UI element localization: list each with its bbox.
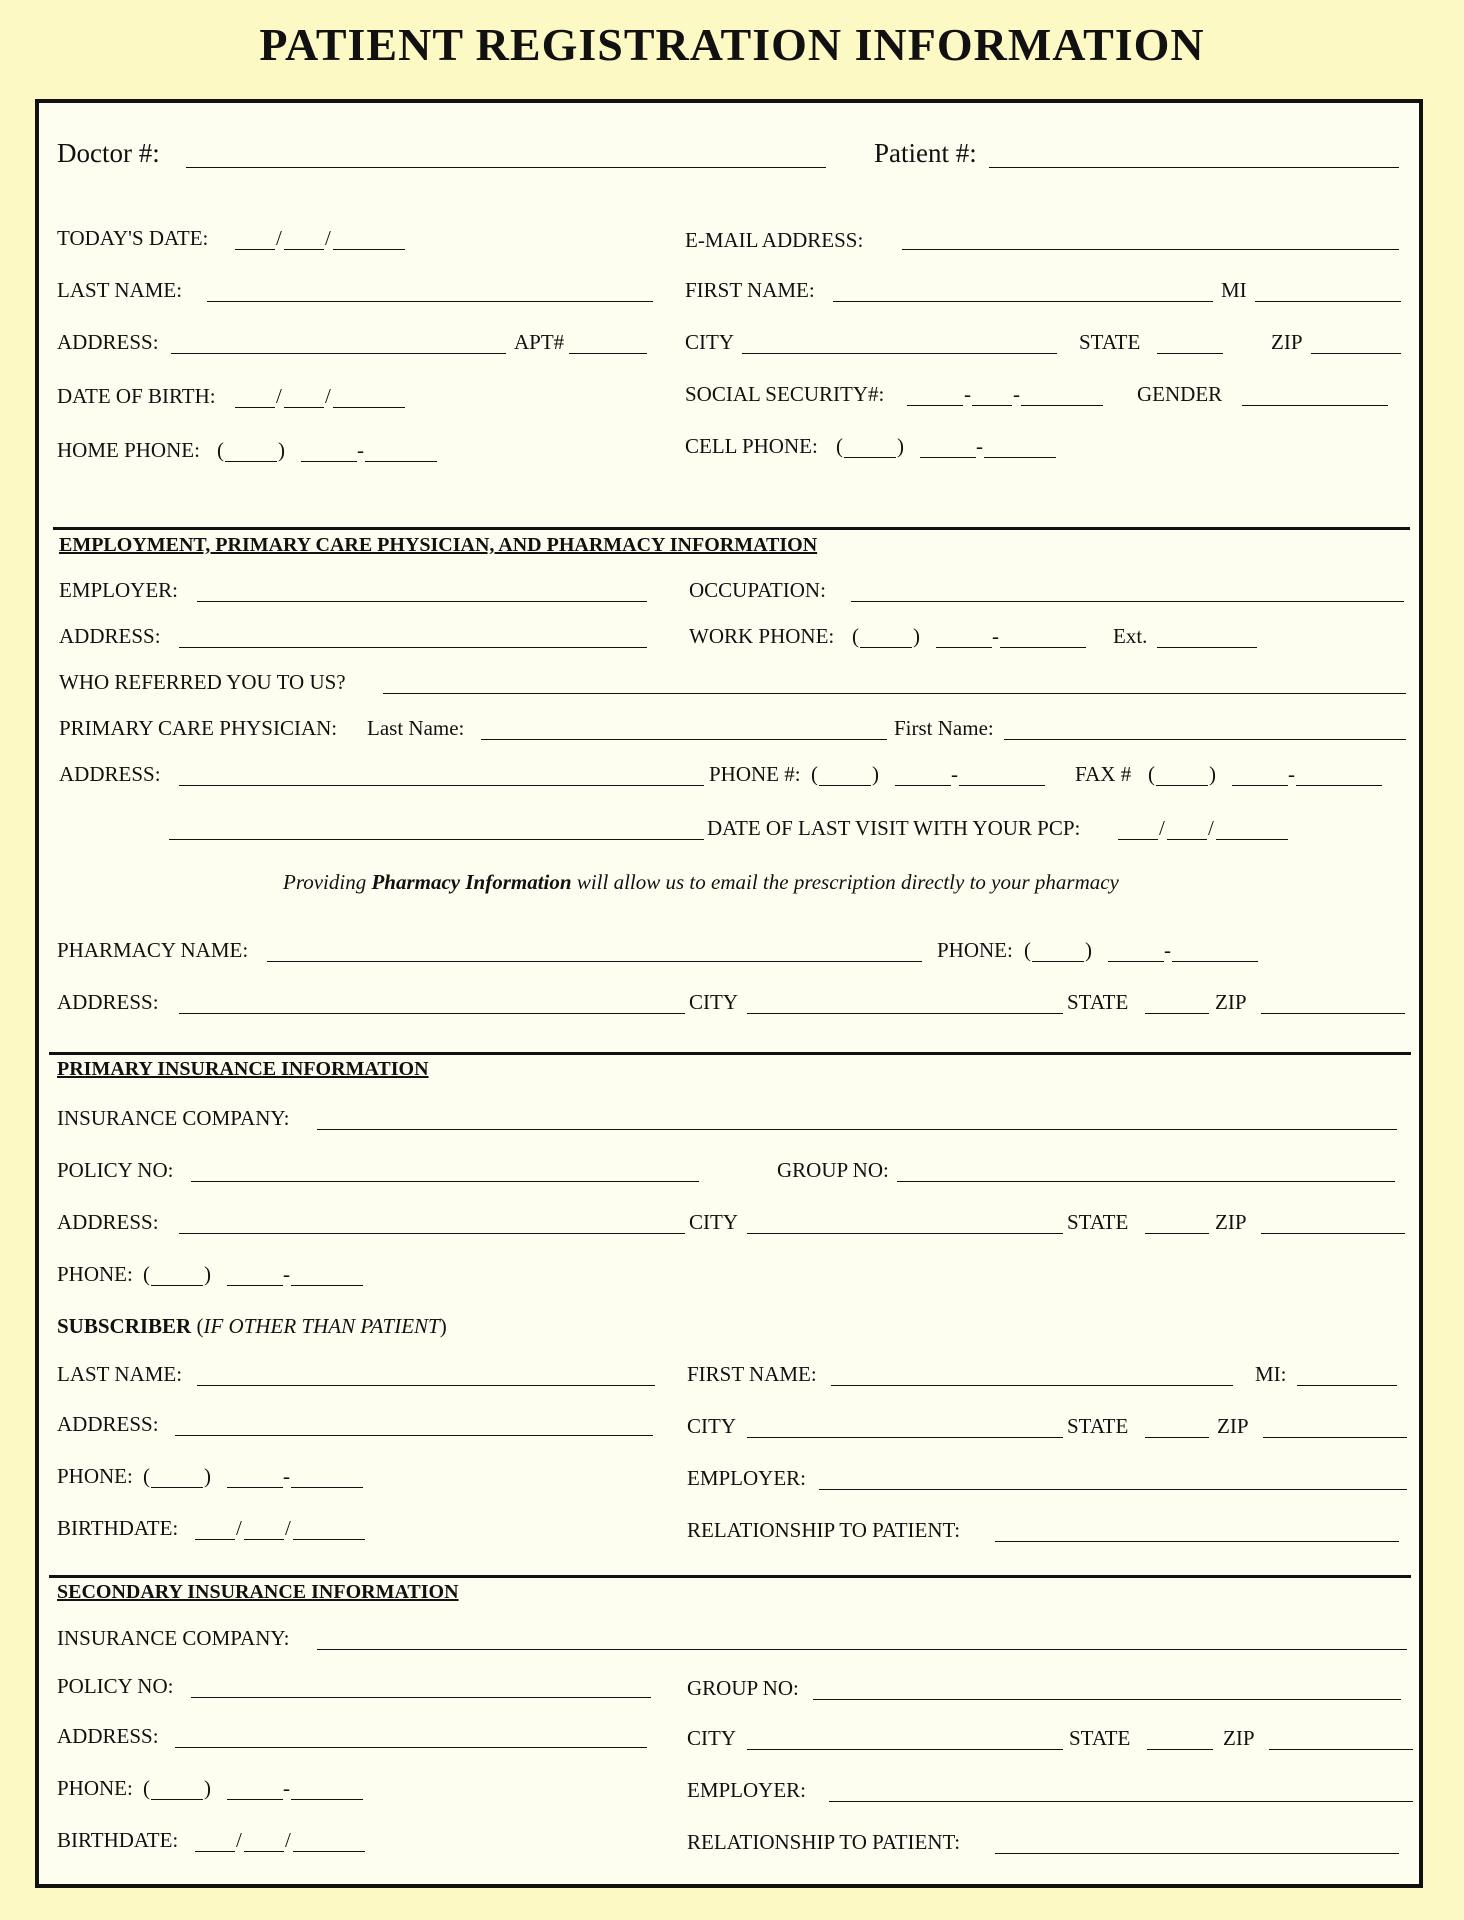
phone-sep: - (283, 1262, 290, 1286)
state-label: STATE (1079, 330, 1141, 354)
secondary-policy-label: POLICY NO: (57, 1674, 174, 1698)
primary-zip-label: ZIP (1215, 1210, 1247, 1234)
sub-employer-field[interactable] (819, 1489, 1407, 1490)
date-sep: / (276, 226, 282, 250)
secondary-address-label: ADDRESS: (57, 1724, 159, 1748)
apt-label: APT# (514, 330, 565, 354)
sub-phone-prefix[interactable] (227, 1487, 283, 1488)
secondary-city-label: CITY (687, 1726, 736, 1750)
ssn-part2[interactable] (972, 405, 1012, 406)
date-sep: / (325, 384, 331, 408)
primary-heading: PRIMARY INSURANCE INFORMATION (57, 1058, 429, 1080)
primary-company-field[interactable] (317, 1129, 1397, 1130)
ssn-sep: - (964, 382, 971, 406)
patient-number-field[interactable] (989, 167, 1399, 168)
employer-label: EMPLOYER: (59, 578, 179, 602)
paren: ) (1085, 938, 1092, 962)
pcp-last-field[interactable] (481, 739, 887, 740)
sub-phone-line[interactable] (291, 1487, 363, 1488)
secondary-group-label: GROUP NO: (687, 1676, 799, 1700)
zip-label: ZIP (1271, 330, 1303, 354)
pcp-address-label: ADDRESS: (59, 762, 161, 786)
section-divider (49, 1575, 1411, 1578)
work-phone-label: WORK PHONE: (689, 624, 835, 648)
paren: ( (1148, 762, 1155, 786)
sub-phone-label: PHONE: (57, 1464, 133, 1488)
pharmacy-zip-field[interactable] (1261, 1013, 1405, 1014)
dob-month[interactable] (235, 407, 275, 408)
secondary-relationship-field[interactable] (995, 1853, 1399, 1854)
paren: ) (1209, 762, 1216, 786)
secondary-birthdate-month[interactable] (195, 1851, 235, 1852)
last-visit-month[interactable] (1118, 839, 1158, 840)
mi-label: MI (1221, 278, 1247, 302)
form-frame (35, 99, 1423, 1888)
pcp-phone-prefix[interactable] (895, 785, 951, 786)
gender-label: GENDER (1137, 382, 1223, 406)
paren: ) (278, 438, 285, 462)
paren: ( (811, 762, 818, 786)
form-title: PATIENT REGISTRATION INFORMATION (259, 19, 1205, 70)
date-sep: / (236, 1828, 242, 1852)
secondary-relationship-label: RELATIONSHIP TO PATIENT: (687, 1830, 961, 1854)
date-sep: / (325, 226, 331, 250)
pharmacy-phone-label: PHONE: (937, 938, 1013, 962)
sub-phone-area[interactable] (151, 1487, 203, 1488)
paren: ) (913, 624, 920, 648)
work-phone-area[interactable] (860, 647, 912, 648)
pcp-fax-line[interactable] (1296, 785, 1382, 786)
occupation-field[interactable] (851, 601, 1404, 602)
secondary-city-field[interactable] (747, 1749, 1063, 1750)
sub-zip-label: ZIP (1217, 1414, 1249, 1438)
doctor-number-label: Doctor #: (57, 138, 160, 168)
sub-relationship-label: RELATIONSHIP TO PATIENT: (687, 1518, 961, 1542)
secondary-zip-label: ZIP (1223, 1726, 1255, 1750)
date-sep: / (285, 1516, 291, 1540)
primary-company-label: INSURANCE COMPANY: (57, 1106, 290, 1130)
sub-birthdate-day[interactable] (244, 1539, 284, 1540)
secondary-state-label: STATE (1069, 1726, 1131, 1750)
sub-relationship-field[interactable] (995, 1541, 1399, 1542)
mi-field[interactable] (1255, 301, 1401, 302)
first-name-field[interactable] (833, 301, 1213, 302)
todays-date-label: TODAY'S DATE: (57, 226, 209, 250)
primary-policy-label: POLICY NO: (57, 1158, 174, 1182)
work-phone-line[interactable] (1000, 647, 1086, 648)
pcp-label: PRIMARY CARE PHYSICIAN: (59, 716, 338, 740)
primary-zip-field[interactable] (1261, 1233, 1405, 1234)
address-label: ADDRESS: (57, 330, 159, 354)
home-phone-line[interactable] (365, 461, 437, 462)
paren: ( (143, 1464, 150, 1488)
pharmacy-phone-line[interactable] (1172, 961, 1258, 962)
paren: ) (204, 1776, 211, 1800)
sub-last-field[interactable] (197, 1385, 655, 1386)
secondary-company-label: INSURANCE COMPANY: (57, 1626, 290, 1650)
sub-birthdate-month[interactable] (195, 1539, 235, 1540)
section-divider (49, 1052, 1411, 1055)
date-sep: / (1208, 816, 1214, 840)
city-label: CITY (685, 330, 734, 354)
sub-birthdate-year[interactable] (293, 1539, 365, 1540)
cell-phone-line[interactable] (984, 457, 1056, 458)
subscriber-label: SUBSCRIBER (IF OTHER THAN PATIENT) (57, 1314, 447, 1338)
paren: ( (217, 438, 224, 462)
ext-field[interactable] (1157, 647, 1257, 648)
city-field[interactable] (742, 353, 1057, 354)
date-sep: / (276, 384, 282, 408)
pharmacy-name-field[interactable] (267, 961, 922, 962)
primary-policy-field[interactable] (191, 1181, 699, 1182)
primary-state-field[interactable] (1145, 1233, 1209, 1234)
secondary-zip-field[interactable] (1269, 1749, 1413, 1750)
secondary-address-field[interactable] (175, 1747, 647, 1748)
phone-sep: - (1164, 938, 1171, 962)
paren: ( (836, 434, 843, 458)
pharmacy-city-label: CITY (689, 990, 738, 1014)
sub-first-label: FIRST NAME: (687, 1362, 817, 1386)
secondary-phone-prefix[interactable] (227, 1799, 283, 1800)
pcp-last-label: Last Name: (367, 716, 465, 740)
section-divider (53, 527, 1410, 530)
home-phone-prefix[interactable] (301, 461, 357, 462)
employment-heading: EMPLOYMENT, PRIMARY CARE PHYSICIAN, AND PHARMACY INFORMATION (59, 534, 818, 556)
secondary-group-field[interactable] (813, 1699, 1401, 1700)
last-visit-label: DATE OF LAST VISIT WITH YOUR PCP: (707, 816, 1081, 840)
first-name-label: FIRST NAME: (685, 278, 815, 302)
todays-date-month[interactable] (235, 249, 275, 250)
paren: ( (1024, 938, 1031, 962)
primary-city-label: CITY (689, 1210, 738, 1234)
primary-group-label: GROUP NO: (777, 1158, 889, 1182)
secondary-state-field[interactable] (1147, 1749, 1213, 1750)
referred-label: WHO REFERRED YOU TO US? (59, 670, 346, 694)
last-visit-year[interactable] (1216, 839, 1288, 840)
secondary-birthdate-year[interactable] (293, 1851, 365, 1852)
ssn-part3[interactable] (1021, 405, 1103, 406)
sub-city-field[interactable] (747, 1437, 1063, 1438)
pcp-first-label: First Name: (894, 716, 994, 740)
pcp-phone-line[interactable] (959, 785, 1045, 786)
pcp-phone-area[interactable] (819, 785, 871, 786)
phone-sep: - (283, 1776, 290, 1800)
ssn-label: SOCIAL SECURITY#: (685, 382, 885, 406)
pharmacy-phone-prefix[interactable] (1108, 961, 1164, 962)
gender-field[interactable] (1242, 405, 1388, 406)
pcp-fax-prefix[interactable] (1232, 785, 1288, 786)
pharmacy-state-label: STATE (1067, 990, 1129, 1014)
primary-address-field[interactable] (179, 1233, 685, 1234)
address-field[interactable] (171, 353, 506, 354)
primary-state-label: STATE (1067, 1210, 1129, 1234)
referred-field[interactable] (383, 693, 1406, 694)
paren: ) (204, 1262, 211, 1286)
todays-date-year[interactable] (333, 249, 405, 250)
secondary-employer-label: EMPLOYER: (687, 1778, 807, 1802)
phone-sep: - (357, 438, 364, 462)
phone-sep: - (976, 434, 983, 458)
todays-date-day[interactable] (284, 249, 324, 250)
secondary-birthdate-day[interactable] (244, 1851, 284, 1852)
sub-employer-label: EMPLOYER: (687, 1466, 807, 1490)
sub-birthdate-label: BIRTHDATE: (57, 1516, 179, 1540)
primary-group-field[interactable] (897, 1181, 1395, 1182)
cell-phone-label: CELL PHONE: (685, 434, 818, 458)
last-visit-day[interactable] (1167, 839, 1207, 840)
patient-number-label: Patient #: (874, 138, 977, 168)
employer-address-label: ADDRESS: (59, 624, 161, 648)
paren: ) (897, 434, 904, 458)
home-phone-label: HOME PHONE: (57, 438, 200, 462)
employer-address-field[interactable] (179, 647, 647, 648)
pcp-fax-area[interactable] (1156, 785, 1208, 786)
primary-phone-prefix[interactable] (227, 1285, 283, 1286)
paren: ( (143, 1262, 150, 1286)
cell-phone-prefix[interactable] (920, 457, 976, 458)
doctor-number-field[interactable] (186, 167, 826, 168)
sub-zip-field[interactable] (1263, 1437, 1407, 1438)
pcp-fax-label: FAX # (1075, 762, 1132, 786)
secondary-phone-area[interactable] (151, 1799, 203, 1800)
last-name-field[interactable] (207, 301, 653, 302)
primary-phone-area[interactable] (151, 1285, 203, 1286)
cell-phone-area[interactable] (844, 457, 896, 458)
zip-field[interactable] (1311, 353, 1401, 354)
date-sep: / (236, 1516, 242, 1540)
sub-address-field[interactable] (175, 1435, 653, 1436)
sub-address-label: ADDRESS: (57, 1412, 159, 1436)
email-field[interactable] (902, 249, 1399, 250)
secondary-employer-field[interactable] (829, 1801, 1413, 1802)
paren: ) (872, 762, 879, 786)
paren: ( (852, 624, 859, 648)
primary-city-field[interactable] (747, 1233, 1063, 1234)
primary-address-label: ADDRESS: (57, 1210, 159, 1234)
ssn-sep: - (1013, 382, 1020, 406)
employer-field[interactable] (197, 601, 647, 602)
primary-phone-label: PHONE: (57, 1262, 133, 1286)
date-sep: / (1159, 816, 1165, 840)
paren: ( (143, 1776, 150, 1800)
pharmacy-address-field[interactable] (179, 1013, 685, 1014)
paren: ) (204, 1464, 211, 1488)
date-sep: / (285, 1828, 291, 1852)
email-label: E-MAIL ADDRESS: (685, 228, 864, 252)
secondary-phone-label: PHONE: (57, 1776, 133, 1800)
pharmacy-zip-label: ZIP (1215, 990, 1247, 1014)
pcp-address-line2[interactable] (169, 839, 704, 840)
sub-first-field[interactable] (831, 1385, 1233, 1386)
apt-field[interactable] (569, 353, 647, 354)
phone-sep: - (1288, 762, 1295, 786)
occupation-label: OCCUPATION: (689, 578, 826, 602)
secondary-policy-field[interactable] (191, 1697, 651, 1698)
sub-state-label: STATE (1067, 1414, 1129, 1438)
secondary-phone-line[interactable] (291, 1799, 363, 1800)
sub-city-label: CITY (687, 1414, 736, 1438)
sub-last-label: LAST NAME: (57, 1362, 183, 1386)
phone-sep: - (283, 1464, 290, 1488)
pharmacy-note: Providing Pharmacy Information will allow us to email the prescription directly to your pharmacy (283, 870, 1119, 894)
secondary-company-field[interactable] (317, 1649, 1407, 1650)
work-phone-prefix[interactable] (936, 647, 992, 648)
ssn-part1[interactable] (907, 405, 963, 406)
primary-phone-line[interactable] (291, 1285, 363, 1286)
sub-mi-field[interactable] (1297, 1385, 1397, 1386)
pcp-first-field[interactable] (1004, 739, 1406, 740)
secondary-heading: SECONDARY INSURANCE INFORMATION (57, 1581, 459, 1603)
pharmacy-city-field[interactable] (747, 1013, 1063, 1014)
pharmacy-phone-area[interactable] (1032, 961, 1084, 962)
pharmacy-address-label: ADDRESS: (57, 990, 159, 1014)
pcp-address-field[interactable] (179, 785, 704, 786)
phone-sep: - (951, 762, 958, 786)
last-name-label: LAST NAME: (57, 278, 183, 302)
dob-year[interactable] (333, 407, 405, 408)
state-field[interactable] (1157, 353, 1223, 354)
pcp-phone-label: PHONE #: (709, 762, 801, 786)
home-phone-area[interactable] (225, 461, 277, 462)
ext-label: Ext. (1113, 624, 1148, 648)
secondary-birthdate-label: BIRTHDATE: (57, 1828, 179, 1852)
dob-label: DATE OF BIRTH: (57, 384, 216, 408)
dob-day[interactable] (284, 407, 324, 408)
pharmacy-state-field[interactable] (1145, 1013, 1209, 1014)
pharmacy-name-label: PHARMACY NAME: (57, 938, 249, 962)
sub-state-field[interactable] (1145, 1437, 1209, 1438)
phone-sep: - (992, 624, 999, 648)
sub-mi-label: MI: (1255, 1362, 1287, 1386)
